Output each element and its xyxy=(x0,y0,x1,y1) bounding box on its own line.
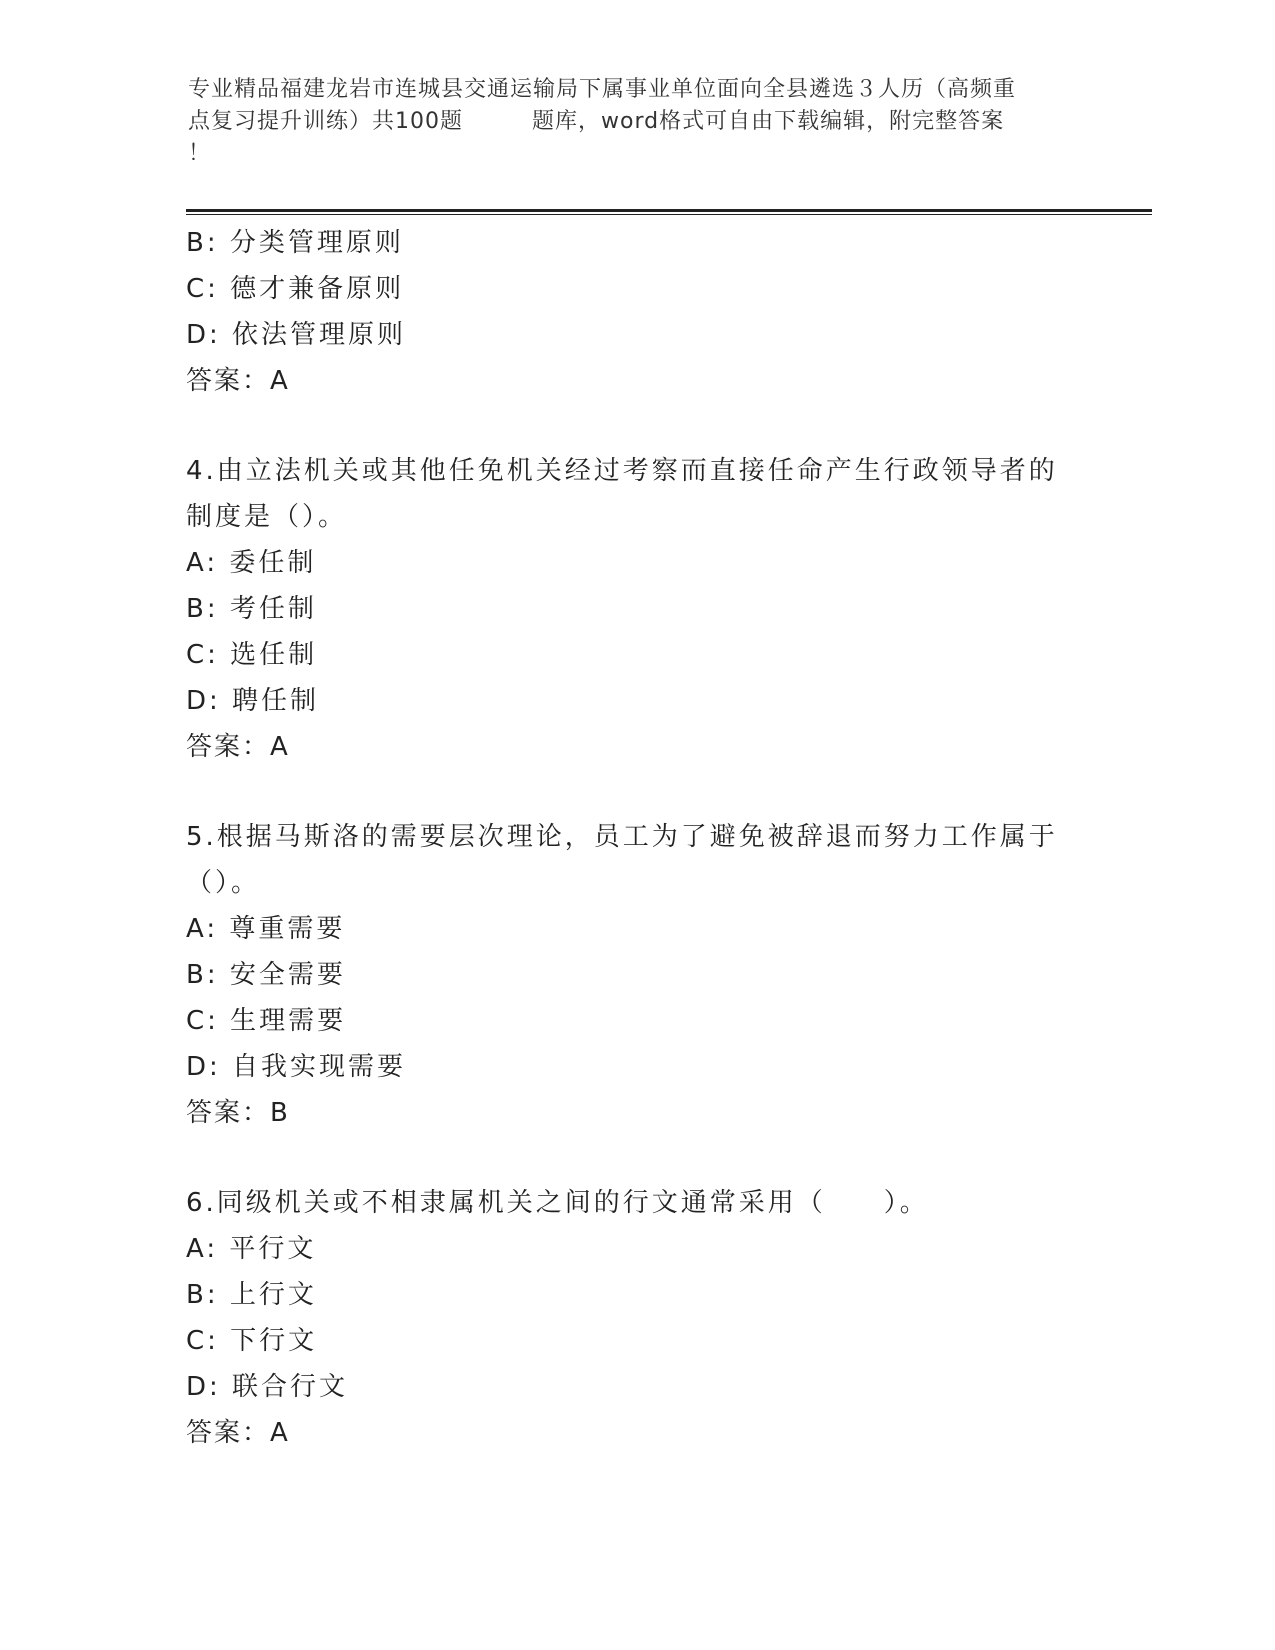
header-rule-thin xyxy=(186,214,1152,215)
question-stem: 4.由立法机关或其他任免机关经过考察而直接任命产生行政领导者的 xyxy=(186,456,1058,486)
answer: 答案：B xyxy=(186,1098,290,1128)
question-5 xyxy=(186,814,1086,1136)
option-a: A: 委任制 xyxy=(186,548,317,578)
option-d: D: 依法管理原则 xyxy=(186,320,407,350)
option-b: B: 上行文 xyxy=(186,1280,317,1310)
question-3-tail xyxy=(186,220,1086,404)
header-line-3: ！ xyxy=(188,141,212,166)
answer: 答案：A xyxy=(186,1418,290,1448)
header-line-1: 专业精品福建龙岩市连城县交通运输局下属事业单位面向全县遴选３人历（高频重 xyxy=(188,77,1017,102)
answer: 答案：A xyxy=(186,732,290,762)
option-c: C: 下行文 xyxy=(186,1326,318,1356)
option-b: B: 考任制 xyxy=(186,594,317,624)
option-d: D: 联合行文 xyxy=(186,1372,349,1402)
question-stem: 5.根据马斯洛的需要层次理论，员工为了避免被辞退而努力工作属于 xyxy=(186,822,1058,852)
question-6 xyxy=(186,1180,1086,1456)
question-4 xyxy=(186,448,1086,770)
option-a: A: 平行文 xyxy=(186,1234,317,1264)
document-header xyxy=(188,74,1088,170)
question-stem: 6.同级机关或不相隶属机关之间的行文通常采用（ ）。 xyxy=(186,1188,929,1218)
option-a: A: 尊重需要 xyxy=(186,914,346,944)
option-b: B: 分类管理原则 xyxy=(186,228,404,258)
header-rule-thick xyxy=(186,209,1152,212)
option-d: D: 自我实现需要 xyxy=(186,1052,407,1082)
option-c: C: 德才兼备原则 xyxy=(186,274,405,304)
question-stem: （）。 xyxy=(186,868,261,898)
question-content xyxy=(186,220,1086,1456)
answer: 答案：A xyxy=(186,366,290,396)
question-stem: 制度是（）。 xyxy=(186,502,348,532)
option-c: C: 选任制 xyxy=(186,640,318,670)
header-line-2: 点复习提升训练）共100题 题库，word格式可自由下载编辑，附完整答案 xyxy=(188,109,1005,134)
option-d: D: 聘任制 xyxy=(186,686,320,716)
option-c: C: 生理需要 xyxy=(186,1006,347,1036)
option-b: B: 安全需要 xyxy=(186,960,346,990)
